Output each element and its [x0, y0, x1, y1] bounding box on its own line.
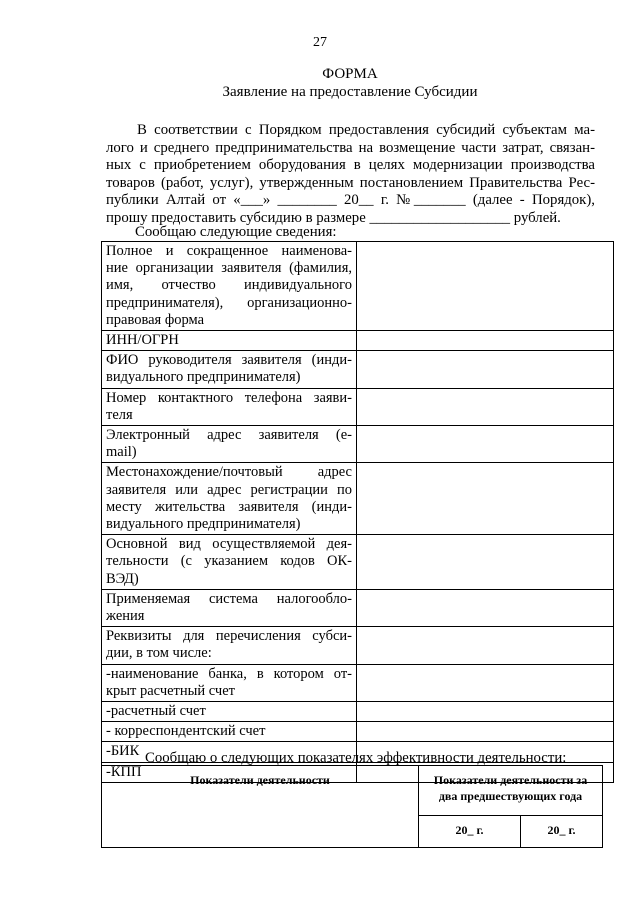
label-line: правовая форма: [106, 311, 205, 328]
label-line: тельности (с указанием кодов ОК-: [106, 553, 352, 570]
indicators-col-header: Показатели деятельности: [102, 766, 419, 848]
period-col-header: [419, 766, 603, 816]
table-row: [102, 535, 614, 590]
table-row: [102, 664, 614, 701]
label-line: заявителя или адрес регистрации по: [106, 481, 352, 498]
table-row: [102, 589, 614, 626]
label-line: Применяемая система налогообло-: [106, 590, 352, 607]
row-label: [102, 702, 357, 722]
table-row: [102, 627, 614, 664]
bank-name-value-field[interactable]: [357, 664, 614, 701]
label-line: видуального предпринимателя): [106, 369, 301, 386]
application-paragraph: [106, 122, 595, 228]
bank-details-value-field[interactable]: [357, 627, 614, 664]
label-line: ФИО руководителя заявителя (инди-: [106, 352, 352, 369]
indicators-table: [101, 765, 603, 848]
label-line: -БИК: [106, 743, 140, 760]
form-title: ФОРМА: [322, 66, 378, 82]
paragraph-line: лого и среднего предпринимательства на возмещение части затрат, связан-: [106, 139, 595, 156]
label-line: крыт расчетный счет: [106, 682, 235, 699]
table-row: [102, 388, 614, 425]
label-line: видуального предпринимателя): [106, 516, 301, 533]
label-line: -расчетный счет: [106, 703, 206, 720]
row-label: [102, 589, 357, 626]
info-intro: Сообщаю следующие сведения:: [135, 224, 337, 240]
row-label: [102, 722, 357, 742]
indicators-intro: Сообщаю о следующих показателях эффективности деятельности:: [145, 750, 567, 766]
paragraph-line: ных с приобретением оборудования в целях модернизации производства: [106, 157, 595, 174]
label-line: Основной вид осуществляемой дея-: [106, 536, 352, 553]
table-row: [102, 242, 614, 331]
label-line: mail): [106, 444, 137, 461]
row-label: [102, 242, 357, 331]
row-label: [102, 535, 357, 590]
label-line: жения: [106, 608, 145, 625]
label-line: - корреспондентский счет: [106, 723, 266, 740]
row-label: [102, 426, 357, 463]
table-row: [102, 722, 614, 742]
label-line: ИНН/ОГРН: [106, 332, 179, 349]
table-row: [102, 463, 614, 535]
label-line: -КПП: [106, 763, 142, 780]
label-line: Реквизиты для перечисления субси-: [106, 628, 352, 645]
org-name-value-field[interactable]: [357, 242, 614, 331]
director-name-value-field[interactable]: [357, 351, 614, 388]
paragraph-line: В соответствии с Порядком предоставления субсидий субъектам ма-: [137, 122, 595, 138]
label-line: дии, в том числе:: [106, 645, 212, 662]
row-label: [102, 463, 357, 535]
row-label: [102, 331, 357, 351]
year1-header: 20_ г.: [419, 816, 521, 848]
label-line: Электронный адрес заявителя (е-: [106, 427, 352, 444]
row-label: [102, 388, 357, 425]
phone-value-field[interactable]: [357, 388, 614, 425]
label-line: теля: [106, 406, 133, 423]
page-number: 27: [313, 35, 327, 50]
period-header-line: Показатели деятельности за: [433, 773, 588, 787]
label-line: Полное и сокращенное наименова-: [106, 243, 352, 259]
table-row: [102, 426, 614, 463]
label-line: предпринимателя), организационно-: [106, 294, 352, 311]
inn-ogrn-value-field[interactable]: [357, 331, 614, 351]
label-line: -наименование банка, в котором от-: [106, 665, 352, 682]
period-header-line: два предшествующих года: [438, 789, 583, 803]
year2-header: 20_ г.: [521, 816, 603, 848]
label-line: ние организации заявителя (фамилия,: [106, 260, 352, 277]
address-value-field[interactable]: [357, 463, 614, 535]
corr-account-value-field[interactable]: [357, 722, 614, 742]
label-line: месту жительства заявителя (инди-: [106, 498, 352, 515]
paragraph-line: публики Алтай от «___» ________ 20__ г. №_______ (далее - Порядок),: [106, 192, 595, 209]
label-line: ВЭД): [106, 570, 139, 587]
email-value-field[interactable]: [357, 426, 614, 463]
table-row: [102, 702, 614, 722]
activity-value-field[interactable]: [357, 535, 614, 590]
table-row: [102, 766, 603, 816]
paragraph-line: прошу предоставить субсидию в размере ___________________ рублей.: [106, 209, 561, 226]
row-label: [102, 627, 357, 664]
label-line: имя, отчество индивидуального: [106, 277, 352, 294]
row-label: [102, 664, 357, 701]
table-row: [102, 351, 614, 388]
applicant-info-table: [101, 241, 614, 783]
paragraph-line: товаров (работ, услуг), утвержденным постановлением Правительства Рес-: [106, 174, 595, 191]
account-value-field[interactable]: [357, 702, 614, 722]
row-label: [102, 351, 357, 388]
tax-system-value-field[interactable]: [357, 589, 614, 626]
label-line: Местонахождение/почтовый адрес: [106, 464, 352, 481]
table-row: [102, 331, 614, 351]
form-subtitle: Заявление на предоставление Субсидии: [222, 84, 478, 100]
label-line: Номер контактного телефона заяви-: [106, 389, 352, 406]
